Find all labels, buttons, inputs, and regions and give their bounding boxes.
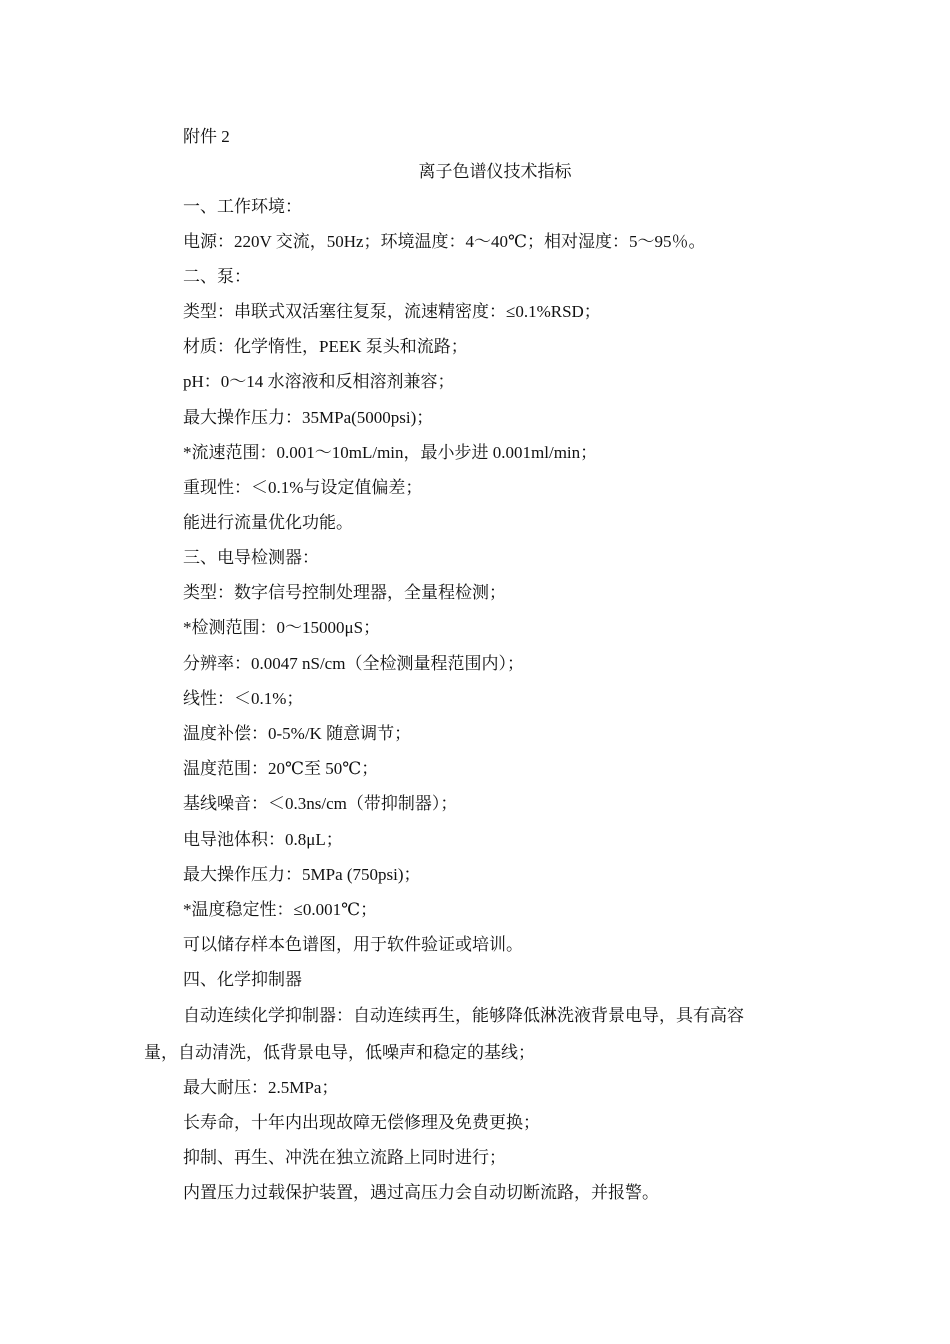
spec-line-pump-type: 类型：串联式双活塞往复泵，流速精密度：≤0.1%RSD； [183,302,601,321]
section-heading-suppressor: 四、化学抑制器 [183,970,302,989]
spec-line-pump-material: 材质：化学惰性，PEEK 泵头和流路； [183,337,468,356]
spec-line-flow-range: *流速范围：0.001～10mL/min，最小步进 0.001ml/min； [183,443,598,462]
spec-line-temp-range: 温度范围：20℃至 50℃； [183,759,379,778]
spec-line-resolution: 分辨率：0.0047 nS/cm（全检测量程范围内）； [183,654,524,673]
spec-line-detector-type: 类型：数字信号控制处理器，全量程检测； [183,583,506,602]
spec-line-baseline-noise: 基线噪音：＜0.3ns/cm（带抑制器）； [183,794,458,813]
spec-line-chromatogram-storage: 可以储存样本色谱图，用于软件验证或培训。 [183,935,523,954]
spec-line-temp-stability: *温度稳定性：≤0.001℃； [183,900,378,919]
spec-line-temp-compensation: 温度补偿：0-5%/K 随意调节； [183,724,412,743]
spec-line-cell-volume: 电导池体积：0.8μL； [183,830,343,849]
spec-line-flow-optimization: 能进行流量优化功能。 [183,513,353,532]
spec-line-suppressor-description: 自动连续化学抑制器：自动连续再生，能够降低淋洗液背景电导，具有高容 [183,1006,744,1025]
document-title: 离子色谱仪技术指标 [418,162,572,181]
spec-line-max-withstand-pressure: 最大耐压：2.5MPa； [183,1078,339,1097]
section-heading-detector: 三、电导检测器： [183,548,319,567]
spec-line-linearity: 线性：＜0.1%； [183,689,304,708]
spec-line-power: 电源：220V 交流，50Hz；环境温度：4～40℃；相对湿度：5～95％。 [183,232,706,251]
spec-line-reproducibility: 重现性：＜0.1%与设定值偏差； [183,478,423,497]
spec-line-suppressor-description-cont: 量，自动清洗，低背景电导，低噪声和稳定的基线； [144,1043,535,1062]
spec-line-detection-range: *检测范围：0～15000μS； [183,618,381,637]
spec-line-ph: pH：0～14 水溶液和反相溶剂兼容； [183,372,455,391]
spec-line-independent-flow: 抑制、再生、冲洗在独立流路上同时进行； [183,1148,506,1167]
spec-line-detector-max-pressure: 最大操作压力：5MPa (750psi)； [183,865,421,884]
spec-line-pump-max-pressure: 最大操作压力：35MPa(5000psi)； [183,408,434,427]
section-heading-environment: 一、工作环境： [183,197,302,216]
attachment-label: 附件 2 [183,127,230,146]
spec-line-overload-protection: 内置压力过载保护装置，遇过高压力会自动切断流路，并报警。 [183,1183,659,1202]
section-heading-pump: 二、泵： [183,267,251,286]
spec-line-warranty: 长寿命，十年内出现故障无偿修理及免费更换； [183,1113,540,1132]
